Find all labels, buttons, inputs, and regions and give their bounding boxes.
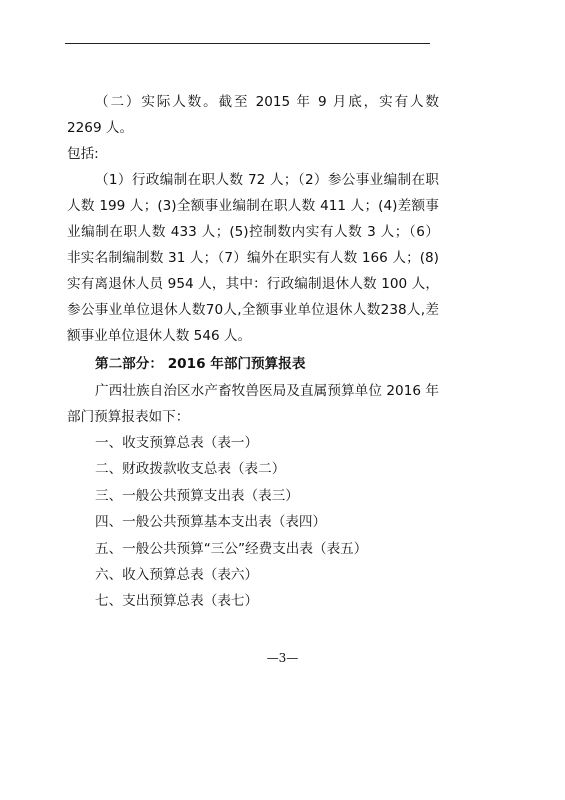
- headcount-detail-paragraph: （1）行政编制在职人数 72 人；（2）参公事业编制在职人数 199 人；(3)全额事业编制在职人数 411 人；(4)差额事业编制在职人数 433 人；(5)控制数内实有人数 3 人；（6）非实名制编制数 31 人；（7）编外在职实有人数 166 人；(8)实有离退休人员 954 人，其中：行政编制退休人数 100 人，参公事业单位退休人数70人,全额事业单位退休人数238人,差额事业单位退休人数 546 人。: [67, 172, 439, 344]
- document-body: [67, 89, 439, 615]
- list-item: 三、一般公共预算支出表（表三）: [95, 487, 299, 504]
- budget-table-list: [67, 430, 439, 615]
- page-number: —3—: [266, 651, 299, 665]
- header-rule: [65, 43, 430, 44]
- list-item: 一、收支预算总表（表一）: [95, 435, 259, 451]
- list-item: 五、一般公共预算“三公”经费支出表（表五）: [95, 540, 368, 557]
- list-item: 四、一般公共预算基本支出表（表四）: [95, 514, 327, 531]
- budget-intro-paragraph: 广西壮族自治区水产畜牧兽医局及直属预算单位 2016 年部门预算报表如下：: [67, 383, 439, 425]
- list-item: 七、支出预算总表（表七）: [95, 593, 259, 610]
- actual-headcount-paragraph: （二）实际人数。截至 2015 年 9 月底，实有人数 2269 人。: [67, 94, 439, 136]
- list-item: 六、收入预算总表（表六）: [95, 567, 259, 584]
- list-item: 二、财政拨款收支总表（表二）: [95, 461, 286, 478]
- including-label: 包括:: [67, 146, 99, 162]
- part-two-heading: 第二部分： 2016 年部门预算报表: [95, 356, 306, 372]
